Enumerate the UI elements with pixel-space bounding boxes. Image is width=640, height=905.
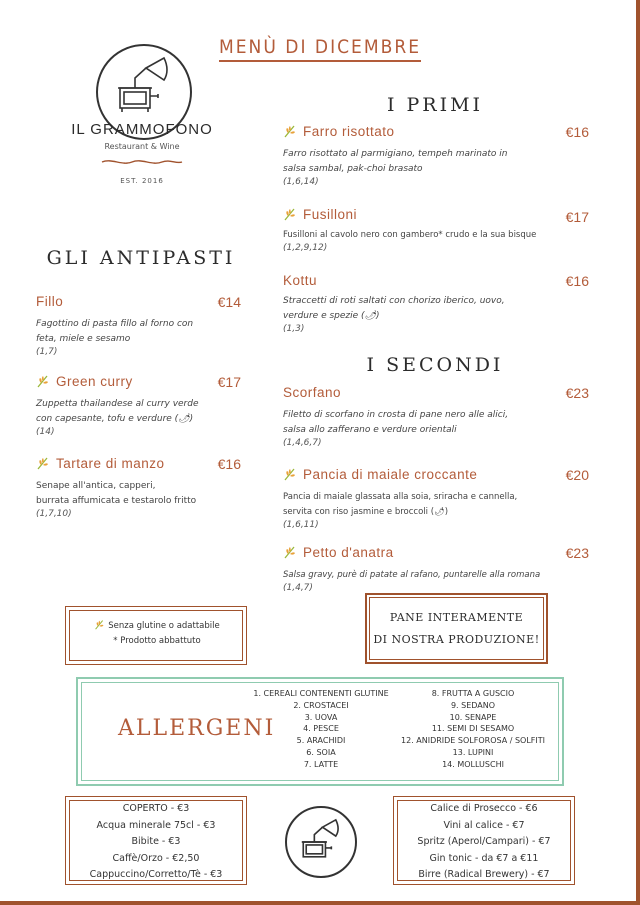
allergen-item: 7. LATTE	[303, 759, 339, 769]
dish-description: Salsa gravy, purè di patate al rafano, puntarelle alla romana	[283, 570, 541, 580]
price-line: Spritz (Aperol/Campari) - €7	[417, 836, 551, 847]
gramophone-logo-small	[285, 806, 357, 878]
allergen-item: 9. SEDANO	[450, 700, 496, 710]
gluten-free-leaf-icon	[36, 374, 50, 388]
price-line: Vini al calice - €7	[443, 819, 525, 831]
price-line: Bibite - €3	[131, 836, 181, 847]
price-line: Gin tonic - da €7 a €11	[429, 852, 539, 864]
gramophone-icon	[287, 808, 355, 876]
gluten-free-leaf-icon	[283, 207, 297, 221]
dish-description: Zuppetta thailandese al curry verde con capesante, tofu e verdure (🌶)	[36, 399, 199, 424]
dish-description: Filetto di scorfano in crosta di pane nero alle alici, salsa allo zafferano e verdure orientali	[283, 410, 509, 435]
menu-item	[283, 273, 589, 334]
drinks-prices-list	[394, 801, 574, 884]
antipasti-title: GLI ANTIPASTI	[46, 247, 236, 269]
gluten-free-leaf-icon	[283, 124, 297, 138]
dish-price: €16	[565, 273, 589, 289]
dish-allergens: (1,3)	[283, 324, 305, 334]
dish-price: €14	[217, 294, 241, 310]
dish-description: Pancia di maiale glassata alla soia, sriracha e cannella, servita con riso jasmine e broccoli (🌶)	[283, 492, 518, 517]
allergen-item: 2. CROSTACEI	[293, 700, 349, 710]
price-line: Acqua minerale 75cl - €3	[96, 819, 216, 831]
price-line: Birre (Radical Brewery) - €7	[418, 869, 550, 880]
allergens-column-1	[240, 688, 402, 771]
allergen-item: 3. UOVA	[304, 712, 338, 722]
service-prices-list	[66, 801, 246, 884]
menu-item	[283, 124, 589, 187]
gluten-free-leaf-icon	[283, 545, 297, 559]
gluten-free-leaf-icon	[36, 456, 50, 470]
menu-item	[283, 467, 589, 530]
price-line: Calice di Prosecco - €6	[430, 803, 538, 814]
bread-note-line1: PANE INTERAMENTE	[389, 611, 524, 624]
drinks-prices-box	[393, 796, 575, 885]
dish-price: €17	[217, 374, 241, 390]
established-year: EST. 2016	[120, 177, 164, 185]
allergens-title: ALLERGENI	[118, 716, 276, 741]
legend-gluten-free: Senza glutine o adattabile	[66, 619, 248, 633]
restaurant-tagline: Restaurant & Wine	[104, 142, 180, 151]
legend-frozen: * Prodotto abbattuto	[113, 636, 201, 646]
dish-allergens: (1,4,6,7)	[283, 438, 322, 448]
dish-price: €16	[217, 456, 241, 472]
dish-description: Senape all'antica, capperi, burrata affumicata e testarolo fritto	[36, 481, 197, 506]
dish-name: Fillo	[36, 294, 64, 309]
restaurant-name: IL GRAMMOFONO	[71, 121, 213, 138]
allergens-column-2	[398, 688, 548, 771]
allergen-item: 8. FRUTTA A GUSCIO	[431, 689, 515, 698]
dish-name: Scorfano	[283, 385, 342, 400]
menu-item	[283, 207, 589, 253]
menu-title: MENÙ DI DICEMBRE	[0, 36, 640, 58]
allergen-item: 6. SOIA	[306, 747, 336, 757]
dish-name: Fusilloni	[303, 207, 358, 222]
dish-description: Fagottino di pasta fillo al forno con feta, miele e sesamo	[36, 319, 194, 344]
dish-price: €16	[565, 124, 589, 140]
gluten-free-leaf-icon	[94, 619, 105, 630]
dish-description: Fusilloni al cavolo nero con gambero* crudo e la sua bisque	[283, 230, 537, 240]
allergen-item: 5. ARACHIDI	[296, 736, 346, 746]
dish-allergens: (1,6,14)	[283, 177, 319, 187]
bread-note-line2: DI NOSTRA PRODUZIONE!	[373, 633, 540, 646]
allergen-item: 4. PESCE	[303, 724, 339, 734]
dish-allergens: (1,6,11)	[283, 520, 319, 530]
dish-allergens: (14)	[36, 427, 55, 437]
allergen-item: 10. SENAPE	[449, 712, 497, 722]
dish-price: €23	[565, 545, 589, 561]
allergen-item: 11. SEMI DI SESAMO	[431, 724, 515, 734]
dish-price: €20	[565, 467, 589, 483]
price-line: Caffè/Orzo - €2,50	[112, 852, 200, 864]
dish-allergens: (1,7,10)	[36, 509, 72, 519]
price-line: COPERTO - €3	[122, 803, 190, 814]
gluten-free-leaf-icon	[283, 467, 297, 481]
allergen-item: 12. ANIDRIDE SOLFOROSA / SOLFITI	[400, 736, 546, 746]
bread-note-box	[365, 593, 548, 664]
dish-allergens: (1,2,9,12)	[283, 243, 328, 253]
dish-name: Farro risottato	[303, 124, 395, 139]
allergen-item: 13. LUPINI	[452, 747, 494, 757]
menu-item	[36, 294, 241, 357]
dish-allergens: (1,4,7)	[283, 583, 313, 593]
dish-price: €17	[565, 209, 589, 225]
price-line: Cappuccino/Corretto/Tè - €3	[89, 869, 223, 880]
allergen-item: 14. MOLLUSCHI	[442, 759, 504, 769]
menu-item	[283, 545, 589, 593]
dish-price: €23	[565, 385, 589, 401]
allergen-item: 1. CEREALI CONTENENTI GLUTINE	[253, 689, 389, 698]
menu-item	[283, 385, 589, 448]
primi-title: I PRIMI	[386, 94, 484, 116]
menu-item	[36, 374, 241, 437]
dish-name: Petto d'anatra	[303, 545, 394, 560]
menu-item	[36, 456, 241, 519]
dish-description: Farro risottato al parmigiano, tempeh marinato in salsa sambal, pak-choi brasato	[283, 149, 508, 174]
decorative-wave	[100, 158, 184, 166]
secondi-title: I SECONDI	[366, 354, 504, 376]
dish-name: Tartare di manzo	[56, 456, 165, 471]
dish-name: Pancia di maiale croccante	[303, 467, 478, 482]
service-prices-box	[65, 796, 247, 885]
dish-name: Kottu	[283, 273, 318, 288]
legend-box	[65, 606, 247, 665]
dish-allergens: (1,7)	[36, 347, 58, 357]
dish-description: Straccetti di roti saltati con chorizo iberico, uovo, verdure e spezie (🌶)	[283, 296, 505, 321]
dish-name: Green curry	[56, 374, 133, 389]
